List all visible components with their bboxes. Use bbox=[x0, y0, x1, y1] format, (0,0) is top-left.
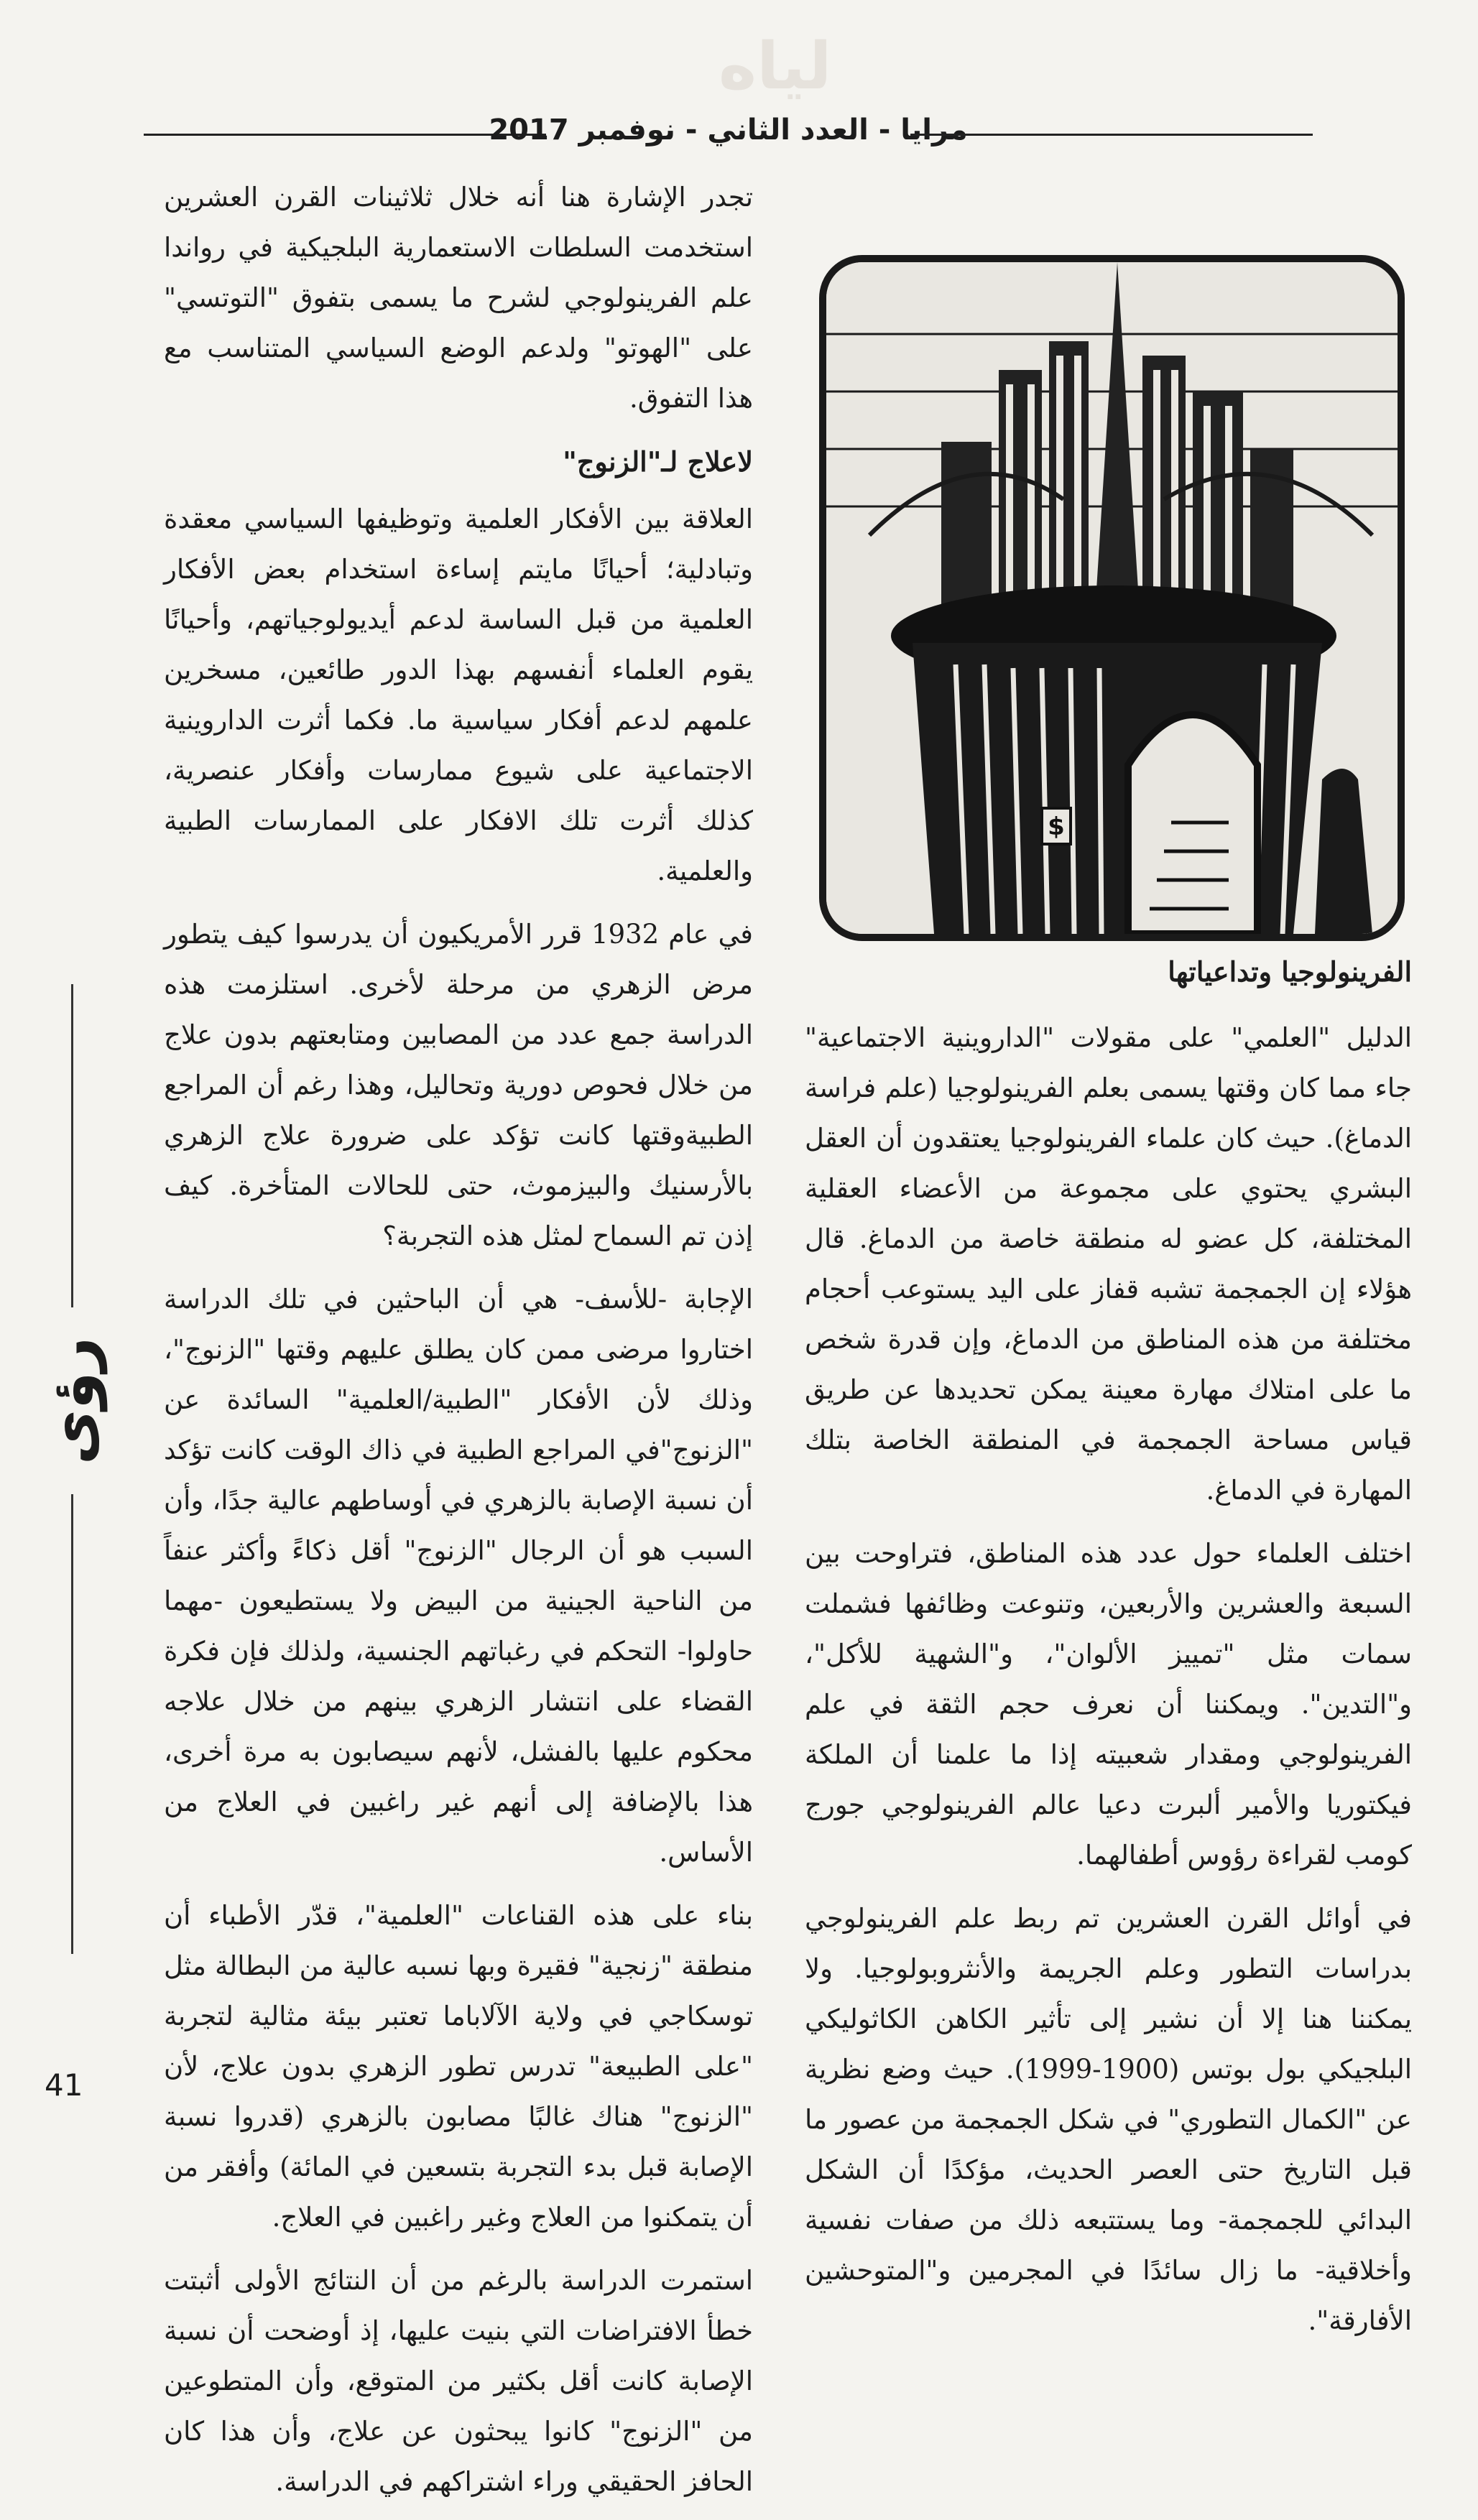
paragraph: اختلف العلماء حول عدد هذه المناطق، فتراوحت بين السبعة والعشرين والأربعين، وتنوعت وظائفها فشملت سمات مثل "تمييز الألوان"، و"الشهية للأكل"، و"التدين". ويمكننا أن نعرف حجم الثقة في علم الفرينولوجي ومقدار شعبيته إذا ما علمنا أن الملكة فيكتوريا والأمير ألبرت دعيا عالم الفرينولوجي جورج كومب لقراءة رؤوس أطفالهما. bbox=[805, 1538, 1412, 1871]
left-column bbox=[164, 172, 753, 2520]
header-title: مرايا - العدد الثاني - نوفمبر 2017 bbox=[489, 114, 968, 147]
sidebar-rule-top bbox=[71, 984, 73, 1307]
paragraph: في أوائل القرن العشرين تم ربط علم الفرينولوجي بدراسات التطور وعلم الجريمة والأنثروبولوجيا. ولا يمكننا هنا إلا أن نشير إلى تأثير الكاهن الكاثوليكي البلجيكي بول بوتس (1900-1999). حيث وضع نظرية عن "الكمال التطوري" في شكل الجمجمة من عصور ما قبل التاريخ حتى العصر الحديث، مؤكدًا أن الشكل البدائي للجمجمة- وما يستتبعه ذلك من صفات نفسية وأخلاقية- ما زال سائدًا في المجرمين و"المتوحشين الأفارقة". bbox=[805, 1903, 1413, 2336]
paragraph: الإجابة -للأسف- هي أن الباحثين في تلك الدراسة اختاروا مرضى ممن كان يطلق عليهم وقتها "الزنوج"، وذلك لأن الأفكار "الطبية/العلمية" السائدة عن "الزنوج"في المراجع الطبية في ذاك الوقت كانت تؤكد أن نسبة الإصابة بالزهري في أوساطهم عالية جدًا، وأن السبب هو أن الرجال "الزنوج" أقل ذكاءً وأكثر عنفاً من الناحية الجينية من البيض ولا يستطيعون -مهما حاولوا- التحكم في رغباتهم الجنسية، ولذلك فإن فكرة القضاء على انتشار الزهري بينهم من خلال علاجه محكوم عليها بالفشل، لأنهم سيصابون به مرة أخرى، هذا بالإضافة إلى أنهم غير راغبين في العلاج من الأساس. bbox=[164, 1284, 753, 1868]
page-number: 41 bbox=[45, 2067, 83, 2103]
paragraph: استمرت الدراسة بالرغم من أن النتائج الأولى أثبتت خطأ الافتراضات التي بنيت عليها، إذ أوضحت أن نسبة الإصابة كانت أقل بكثير من المتوقع، وأن المتطوعين من "الزنوج" كانوا يبحثون عن علاج، وأن هذا كان الحافز الحقيقي وراء اشتراكهم في الدراسة. bbox=[164, 2265, 753, 2497]
image-caption: الفرينولوجيا وتداعياتها bbox=[1168, 955, 1412, 988]
paragraph: العلاقة بين الأفكار العلمية وتوظيفها السياسي معقدة وتبادلية؛ أحيانًا مايتم إساءة استخدام بعض الأفكار العلمية من قبل الساسة لدعم أيديولوجياتهم، وأحيانًا يقوم العلماء أنفسهم بهذا الدور طائعين، مسخرين علمهم لدعم أفكار سياسية ما. فكما أثرت الداروينية الاجتماعية على شيوع ممارسات وأفكار عنصرية، كذلك أثرت تلك الافكار على الممارسات الطبية والعلمية. bbox=[164, 504, 753, 886]
woodcut-image bbox=[826, 262, 1398, 934]
section-label: رؤى bbox=[37, 1337, 107, 1465]
faded-heading: لياه bbox=[719, 29, 832, 104]
sidebar-rule-bottom bbox=[71, 1494, 73, 1954]
page-header bbox=[144, 114, 1313, 157]
dollar-sign: $ bbox=[1048, 812, 1065, 841]
right-column bbox=[805, 1013, 1412, 2359]
paragraph: بناء على هذه القناعات "العلمية"، قدّر الأطباء أن منطقة "زنجية" فقيرة وبها نسبه عالية من البطالة مثل توسكاجي في ولاية الآلاباما تعتبر بيئة مثالية لتجربة "على الطبيعة" تدرس تطور الزهري بدون علاج، لأن "الزنوج" هناك غالبًا مصابون بالزهري (قدروا نسبة الإصابة قبل بدء التجربة بتسعين في المائة) وأفقر من أن يتمكنوا من العلاج وغير راغبين في العلاج. bbox=[164, 1900, 753, 2233]
paragraph: في عام 1932 قرر الأمريكيون أن يدرسوا كيف يتطور مرض الزهري من مرحلة لأخرى. استلزمت هذه الدراسة جمع عدد من المصابين ومتابعتهم بدون علاج من خلال فحوص دورية وتحاليل، وهذا رغم أن المراجع الطبيةوقتها كانت تؤكد على ضرورة علاج الزهري بالأرسنيك والبيزموث، حتى للحالات المتأخرة. كيف إذن تم السماح لمثل هذه التجربة؟ bbox=[164, 919, 753, 1251]
paragraph: الدليل "العلمي" على مقولات "الداروينية الاجتماعية" جاء مما كان وقتها يسمى بعلم الفرينولوجيا (علم فراسة الدماغ). حيث كان علماء الفرينولوجيا يعتقدون أن العقل البشري يحتوي على مجموعة من الأعضاء العقلية المختلفة، كل عضو له منطقة خاصة من الدماغ. قال هؤلاء إن الجمجمة تشبه قفاز على اليد يستوعب أحجام مختلفة من هذه المناطق من الدماغ، وإن قدرة شخص ما على امتلاك مهارة معينة يمكن تحديدها عن طريق قياس مساحة الجمجمة في المنطقة الخاصة بتلك المهارة في الدماغ. bbox=[805, 1022, 1412, 1506]
section-sidebar bbox=[37, 984, 107, 1954]
paragraph: تجدر الإشارة هنا أنه خلال ثلاثينات القرن العشرين استخدمت السلطات الاستعمارية البلجيكية في رواندا علم الفرينولوجي لشرح ما يسمى بتفوق "التوتسي" على "الهوتو" ولدعم الوضع السياسي المتناسب مع هذا التفوق. bbox=[164, 182, 753, 414]
city-tower-illustration bbox=[819, 255, 1405, 941]
header-rule-right bbox=[910, 134, 1313, 136]
section-heading: لاعلاج لـ"الزنوج" bbox=[563, 445, 753, 478]
